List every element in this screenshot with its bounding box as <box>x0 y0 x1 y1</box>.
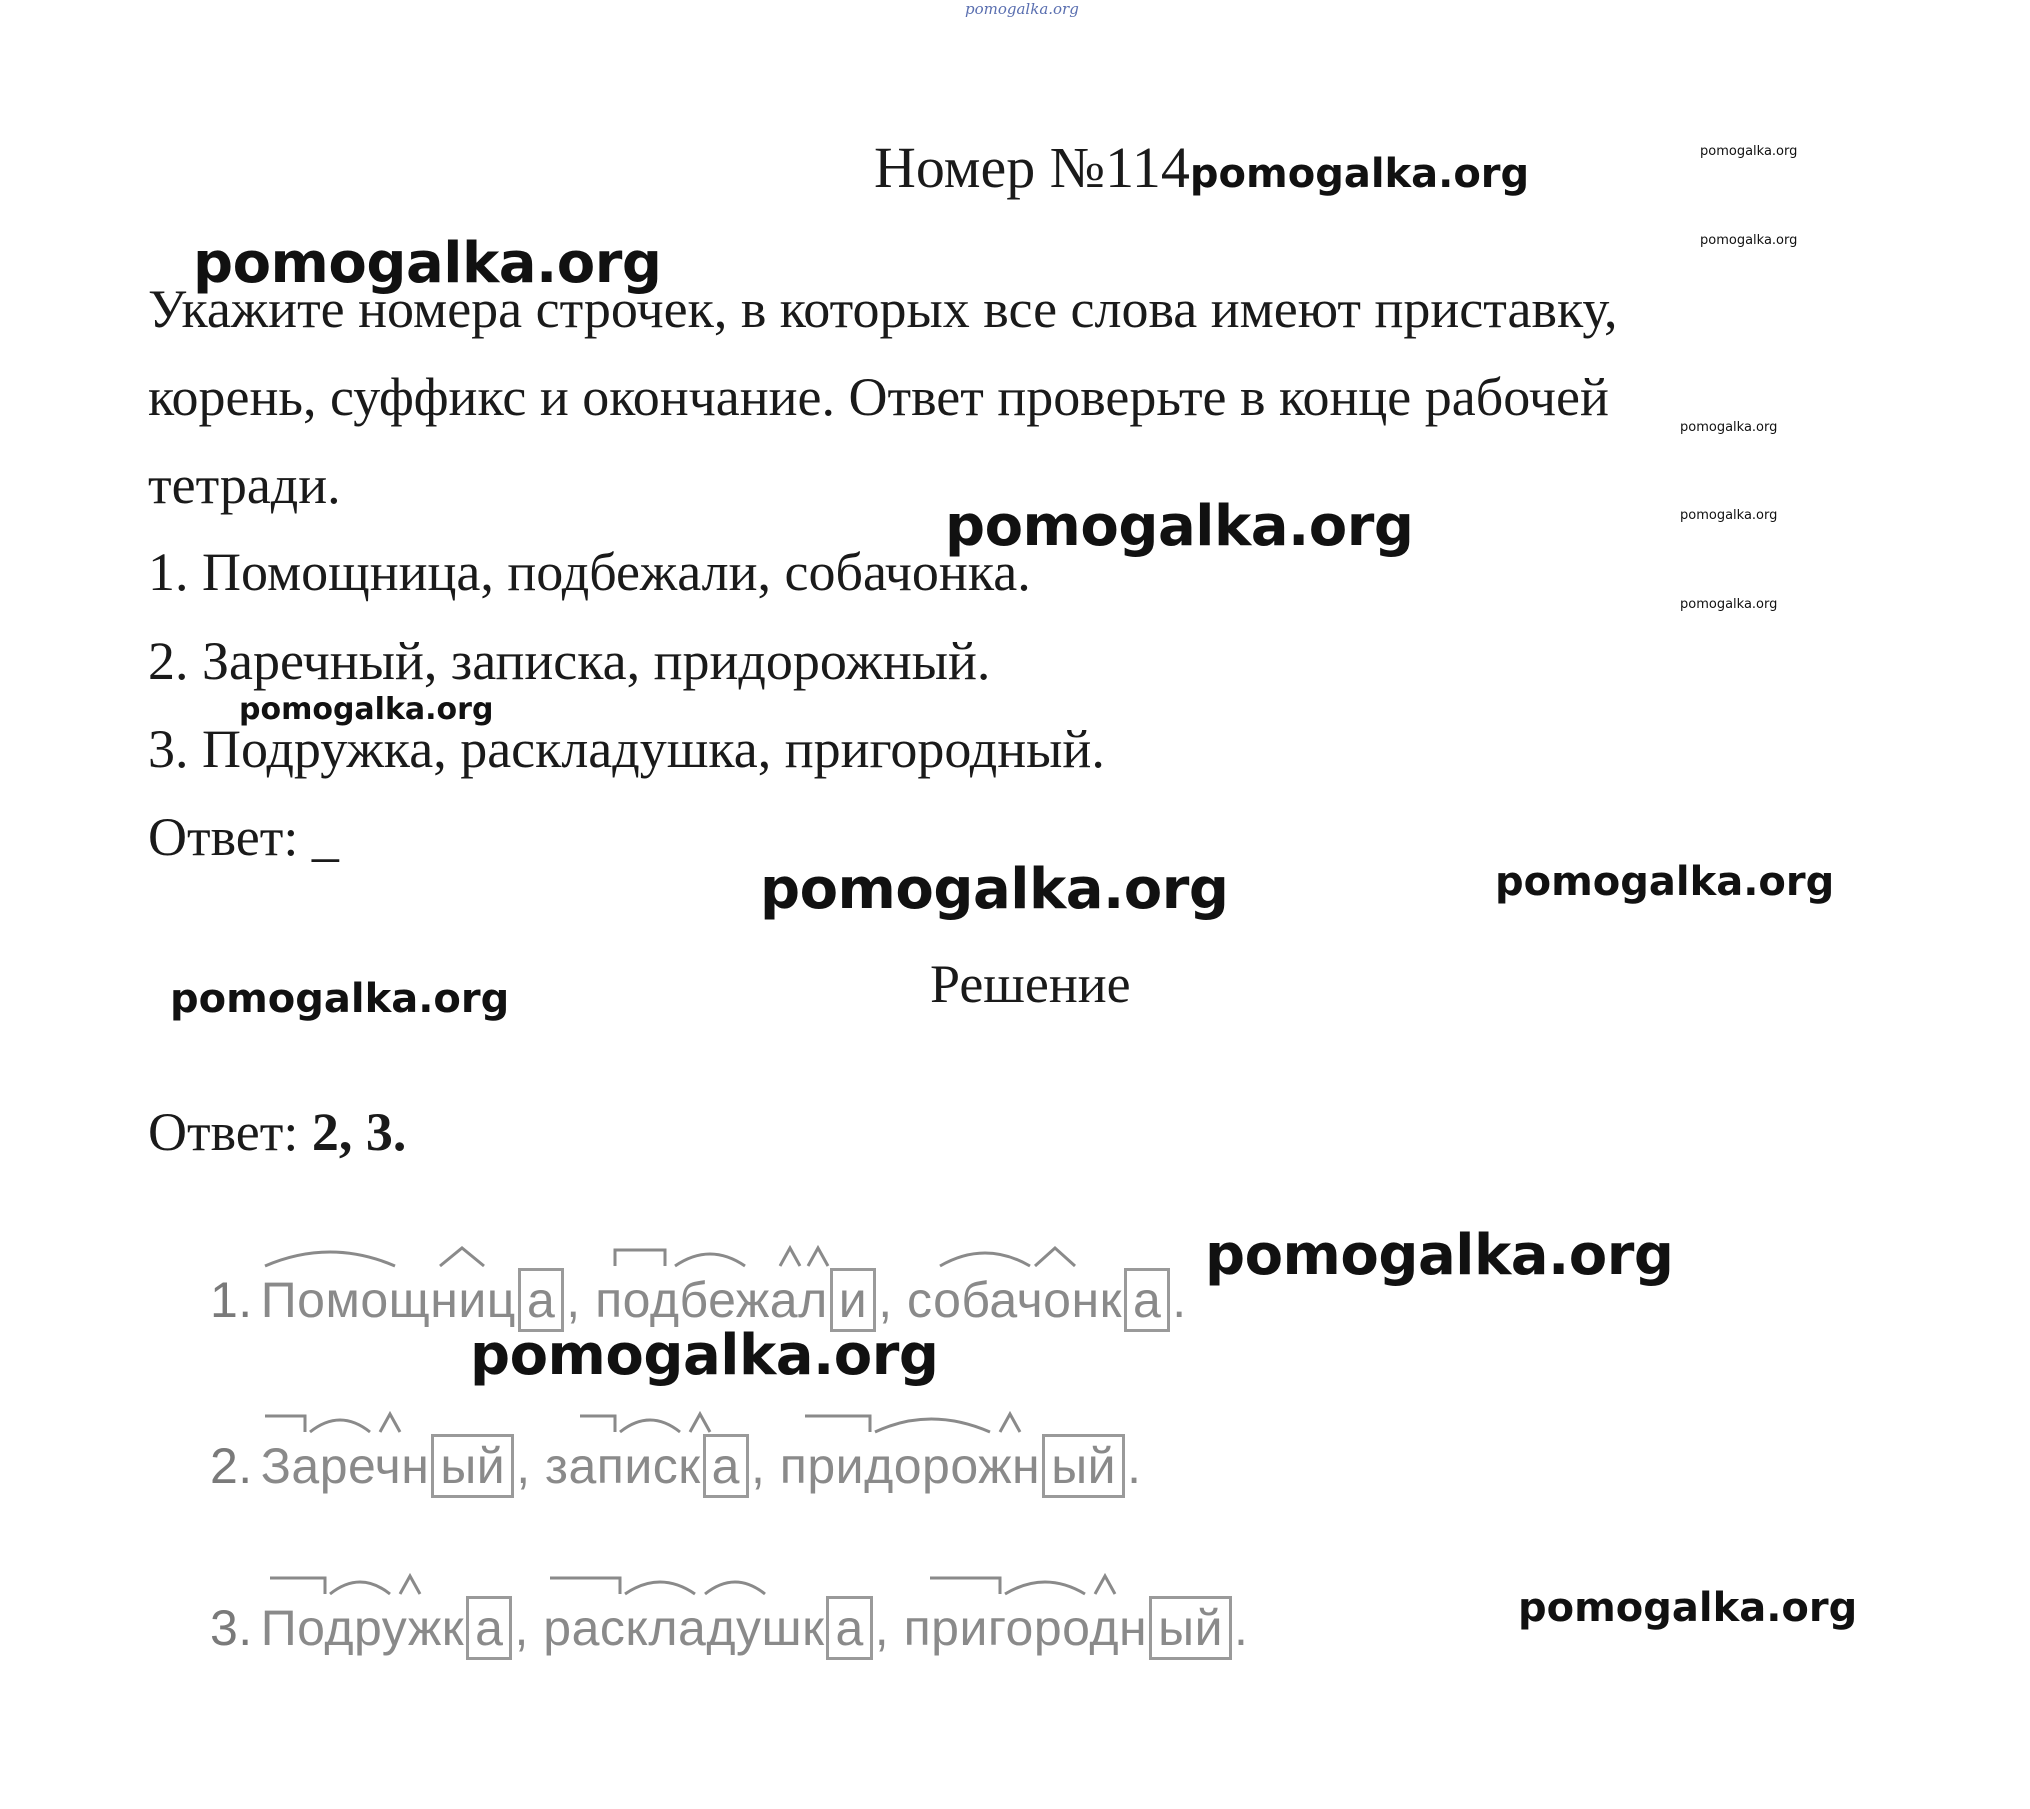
word-ending: а <box>826 1596 872 1660</box>
watermark-large: pomogalka.org <box>1205 1223 1674 1288</box>
watermark-small: pomogalka.org <box>1680 597 1778 612</box>
word-stem: собачонк <box>907 1272 1122 1328</box>
word-stem: Заречн <box>260 1438 430 1494</box>
word-stem: подбежал <box>595 1272 828 1328</box>
separator: . <box>1172 1272 1187 1328</box>
separator: , <box>514 1600 529 1656</box>
solution-answer <box>148 1101 406 1163</box>
word-ending: а <box>518 1268 564 1332</box>
row-number: 3. <box>210 1600 253 1656</box>
row-number: 2. <box>210 1438 253 1494</box>
separator: , <box>750 1438 766 1494</box>
title-text: Номер №114 <box>874 135 1190 200</box>
watermark-small: pomogalka.org <box>1700 144 1798 159</box>
separator: , <box>878 1272 893 1328</box>
answer-value: 2, 3. <box>311 1102 407 1162</box>
word-ending: ый <box>431 1434 514 1498</box>
word-stem: раскладушк <box>543 1600 825 1656</box>
word-stem: Помощниц <box>260 1272 516 1328</box>
morpheme-row-2 <box>210 1394 1210 1514</box>
task-item-3: 3. Подружка, раскладушка, пригородный. <box>148 719 1105 779</box>
separator: . <box>1234 1600 1249 1656</box>
separator: , <box>566 1272 581 1328</box>
watermark-small: pomogalka.org <box>1680 508 1778 523</box>
watermark-medium: pomogalka.org <box>1518 1585 1858 1631</box>
word-stem: пригородн <box>903 1600 1148 1656</box>
task-line-1: Укажите номера строчек, в которых все слова имеют приставку, <box>148 279 1618 339</box>
word-ending: а <box>466 1596 512 1660</box>
morpheme-text <box>210 1596 1248 1660</box>
watermark-top: pomogalka.org <box>965 0 1079 18</box>
separator: , <box>874 1600 890 1656</box>
watermark-medium: pomogalka.org <box>1495 859 1835 905</box>
watermark-small: pomogalka.org <box>1680 420 1778 435</box>
watermark-large: pomogalka.org <box>470 1323 939 1388</box>
task-line-2: корень, суффикс и окончание. Ответ проверьте в конце рабочей <box>148 367 1609 427</box>
watermark-medium: pomogalka.org <box>239 692 494 727</box>
answer-label: Ответ: <box>148 1102 299 1162</box>
word-ending: а <box>703 1434 749 1498</box>
word-ending: а <box>1124 1268 1170 1332</box>
morpheme-row-3 <box>210 1556 1310 1676</box>
watermark-large: pomogalka.org <box>193 231 662 296</box>
watermark-large: pomogalka.org <box>945 494 1414 559</box>
watermark-title: pomogalka.org <box>1189 151 1530 197</box>
word-stem: придорожн <box>779 1438 1041 1494</box>
separator: . <box>1127 1438 1142 1494</box>
task-item-1: 1. Помощница, подбежали, собачонка. <box>148 542 1031 602</box>
word-stem: записк <box>545 1438 701 1494</box>
morpheme-text <box>210 1434 1141 1498</box>
watermark-medium: pomogalka.org <box>170 976 510 1022</box>
page-title <box>874 134 1529 201</box>
task-line-3: тетради. <box>148 455 341 515</box>
word-ending: ый <box>1042 1434 1125 1498</box>
word-stem: Подружк <box>260 1600 465 1656</box>
task-item-2: 2. Заречный, записка, придорожный. <box>148 631 991 691</box>
watermark-small: pomogalka.org <box>1700 233 1798 248</box>
separator: , <box>516 1438 531 1494</box>
word-ending: и <box>830 1268 876 1332</box>
watermark-large: pomogalka.org <box>760 857 1229 922</box>
solution-heading: Решение <box>930 954 1131 1014</box>
word-ending: ый <box>1149 1596 1232 1660</box>
task-answer-blank: Ответ: _ <box>148 807 339 867</box>
row-number: 1. <box>210 1272 253 1328</box>
